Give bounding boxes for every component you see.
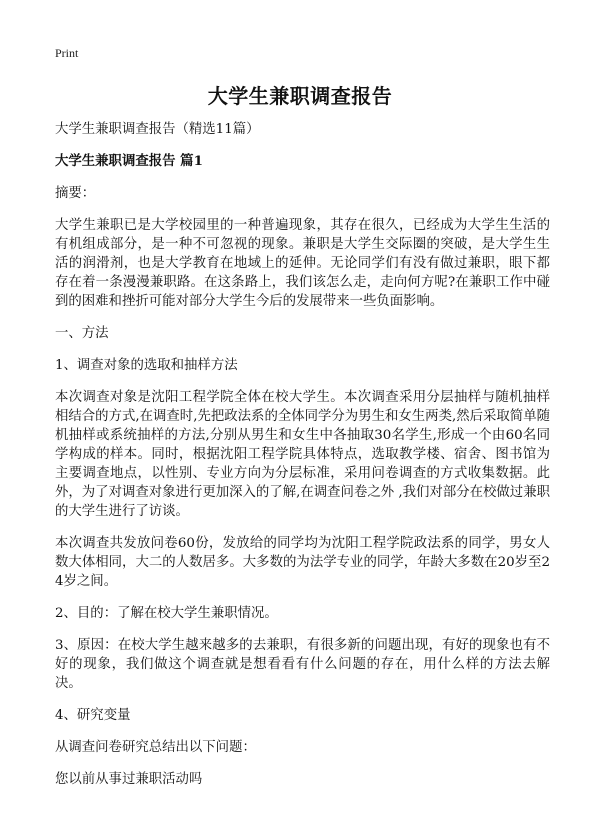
reason-paragraph: 3、原因：在校大学生越来越多的去兼职，有很多新的问题出现，有好的现象也有不好的现象，我们做这个调查就是想看看有什么问题的存在，用什么样的方法去解决。 [55, 638, 550, 691]
print-label: Print [55, 46, 79, 60]
variables-heading: 4、研究变量 [55, 708, 131, 723]
abstract-paragraph: 大学生兼职已是大学校园里的一种普遍现象，其存在很久，已经成为大学生生活的有机组成部分，是一种不可忽视的现象。兼职是大学生交际圈的突破，是大学生生活的润滑剂，也是大学教育在地域上的延伸。无论同学们有没有做过兼职，眼下都存在着一条漫漫兼职路。在这条路上，我们该怎么走，走向何方呢?在兼职工作中碰到的困难和挫折可能对部分大学生今后的发展带来一些负面影响。 [55, 218, 550, 309]
purpose-paragraph: 2、目的：了解在校大学生兼职情况。 [55, 606, 278, 621]
document-subtitle: 大学生兼职调查报告（精选11篇） [55, 122, 260, 137]
method-subheading: 1、调查对象的选取和抽样方法 [55, 358, 238, 373]
abstract-label: 摘要： [55, 186, 96, 201]
section-heading: 大学生兼职调查报告 篇1 [55, 153, 203, 169]
question-item: 您以前从事过兼职活动吗 [55, 772, 203, 787]
method-paragraph-1: 本次调查对象是沈阳工程学院全体在校大学生。本次调查采用分层抽样与随机抽样相结合的方式,在调查时,先把政法系的全体同学分为男生和女生两类,然后采取简单随机抽样或系统抽样的方法,分别从男生和女生中各抽取30名学生,形成一个由60名同学构成的样本。同时，根据沈阳工程学院具体特点，选取教学楼、宿舍、图书馆为主要调查地点，以性别、专业方向为分层标准，采用问卷调查的方式收集数据。此外，为了对调查对象进行更加深入的了解,在调查问卷之外 ,我们对部分在校做过兼职的大学生进行了访谈。 [55, 390, 550, 519]
document-body [55, 120, 550, 802]
document-title: 大学生兼职调查报告 [207, 84, 393, 108]
method-paragraph-2: 本次调查共发放问卷60份，发放给的同学均为沈阳工程学院政法系的同学，男女人数大体相同，大二的人数居多。大多数的为法学专业的同学，年龄大多数在20岁至24岁之间。 [55, 536, 550, 589]
variables-intro: 从调查问卷研究总结出以下问题： [55, 740, 256, 755]
method-heading: 一、方法 [55, 326, 109, 341]
